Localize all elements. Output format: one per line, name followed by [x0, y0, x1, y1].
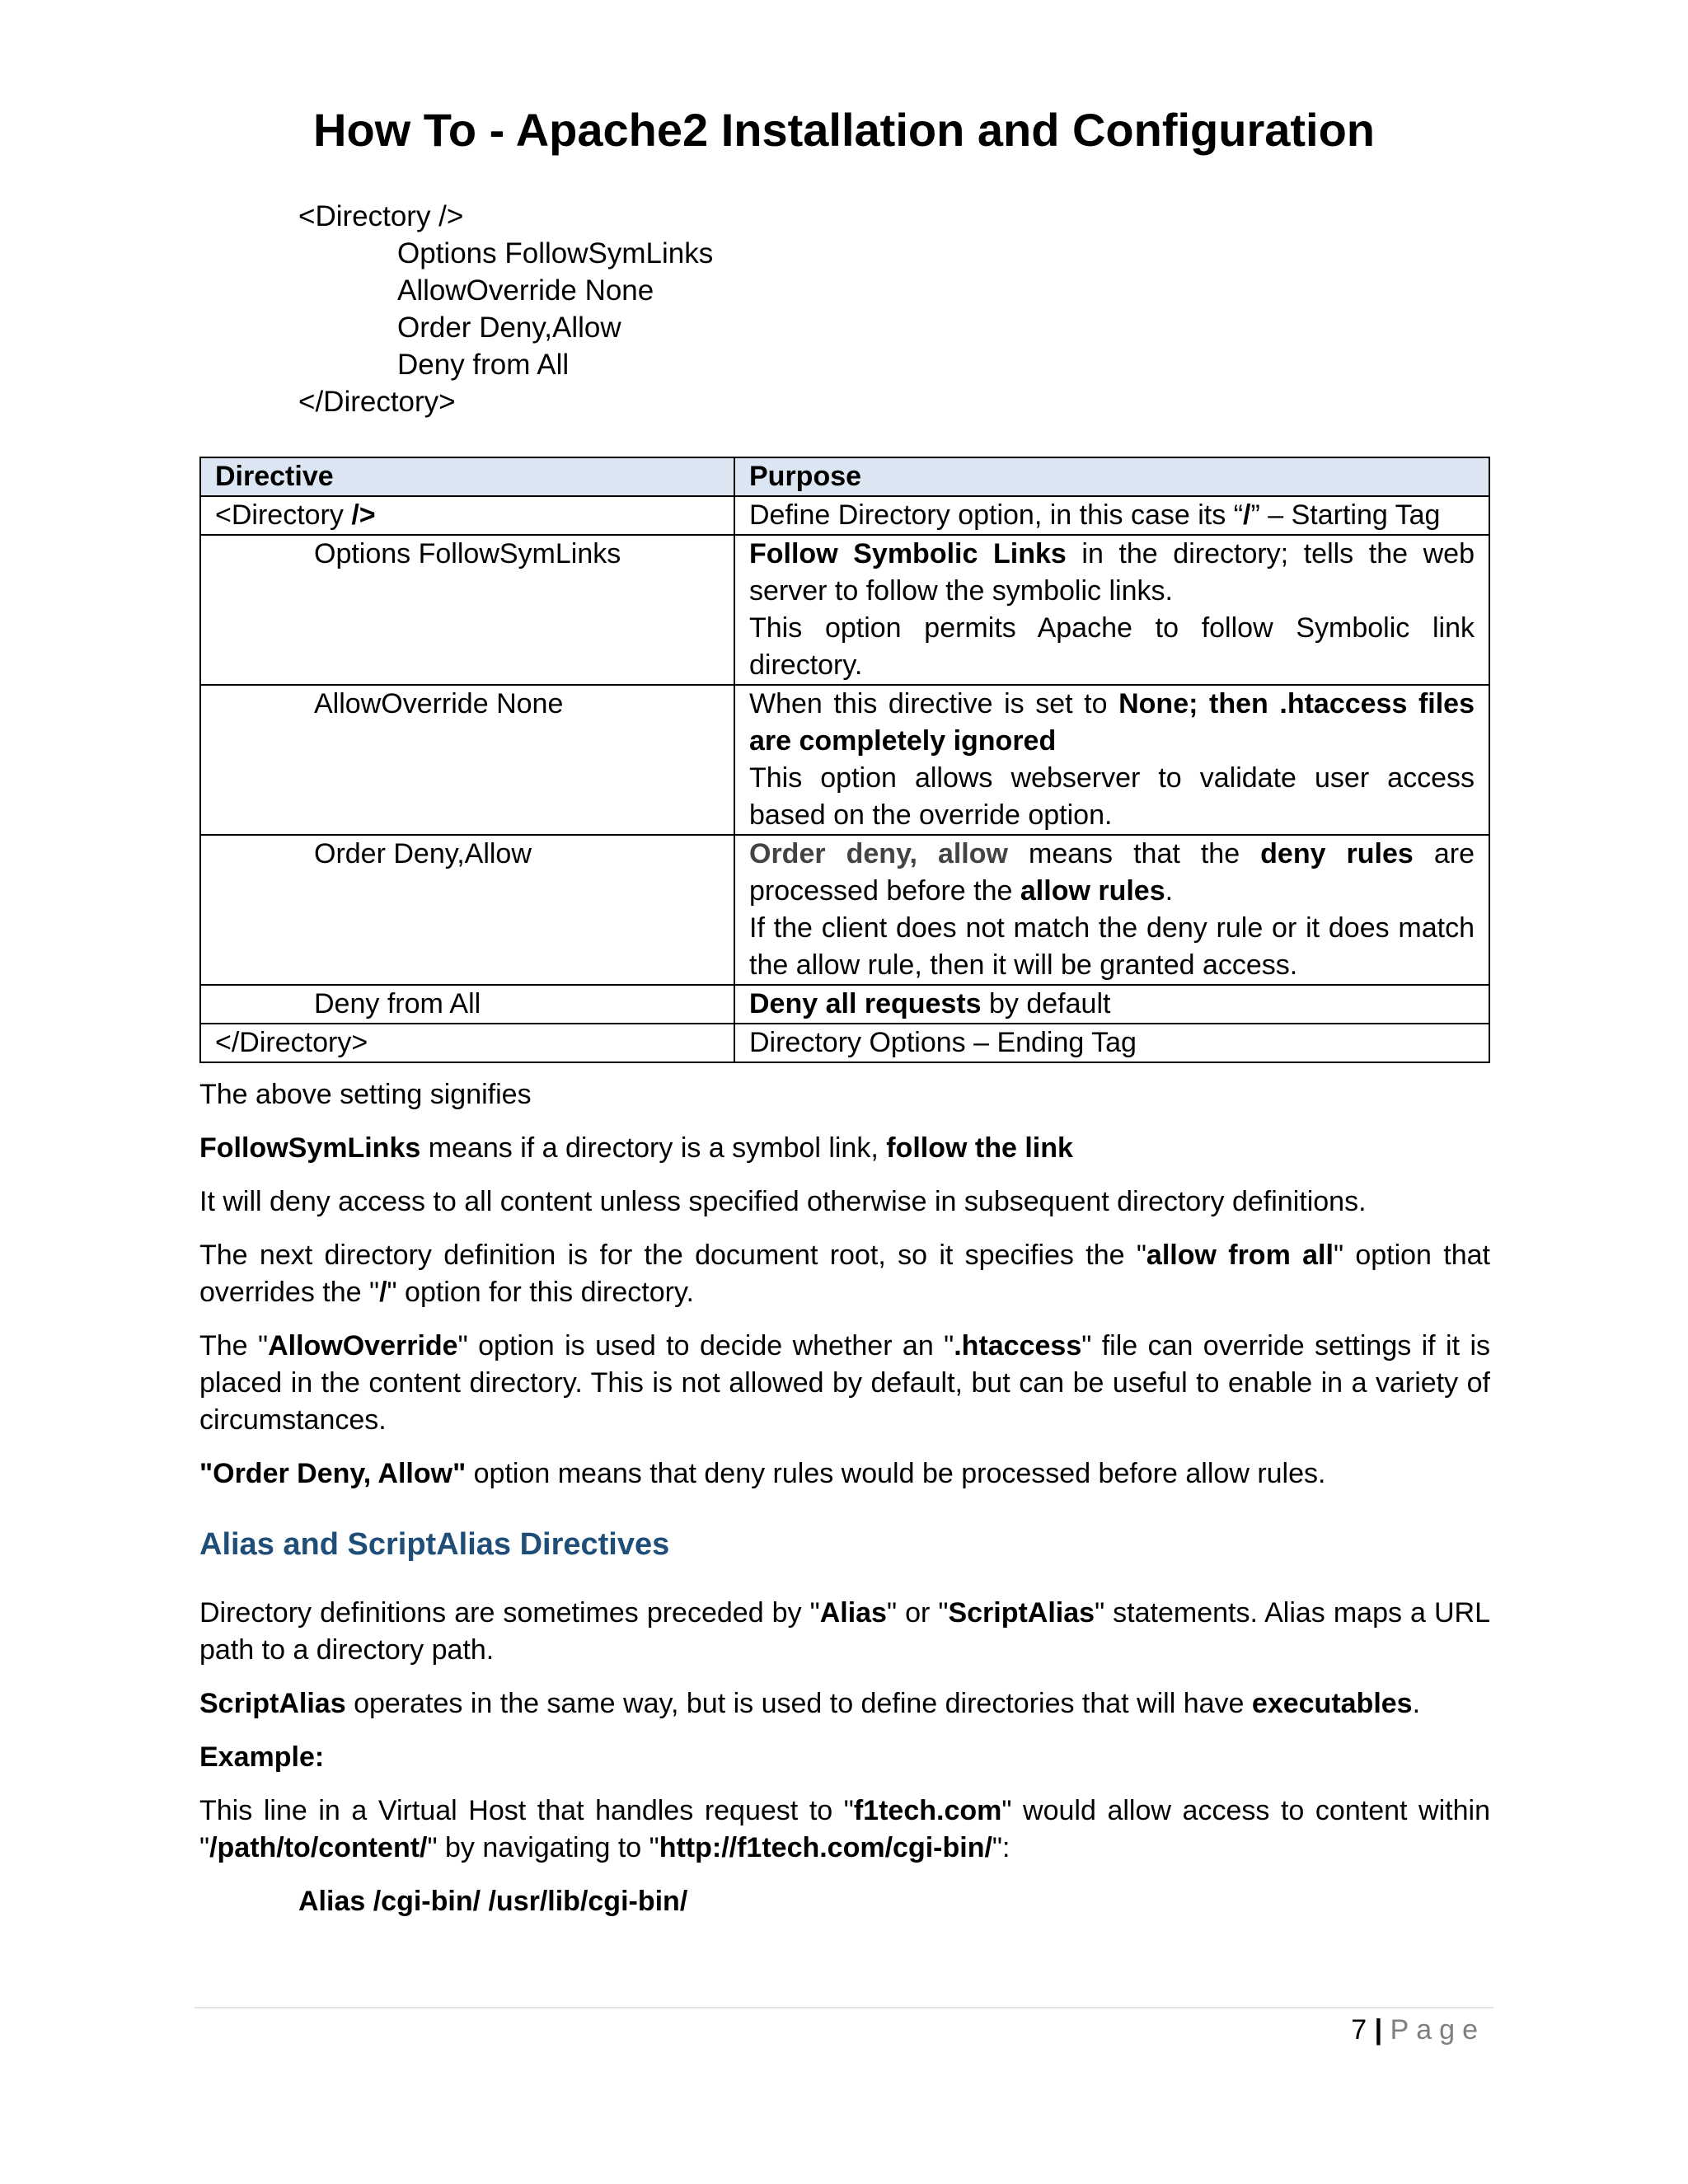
paragraph: The above setting signifies [199, 1079, 532, 1110]
body-content [199, 1076, 1490, 1920]
code-line: </Directory> [298, 386, 456, 418]
page-label: Page [1390, 2014, 1485, 2046]
example-code: Alias /cgi-bin/ /usr/lib/cgi-bin/ [298, 1886, 688, 1917]
purpose-cell: Order deny, allow means that the deny rules are processed before the allow rules. If the client does not match the deny rule or it does match the allow rule, then it will be granted access. [734, 835, 1489, 985]
table-row [200, 985, 1489, 1024]
page-number: 7 [1351, 2014, 1367, 2046]
header-purpose: Purpose [734, 457, 1489, 496]
code-line: Deny from All [397, 349, 570, 381]
table-row [200, 835, 1489, 985]
header-directive: Directive [200, 457, 734, 496]
paragraph: FollowSymLinks means if a directory is a symbol link, follow the link [199, 1132, 1073, 1164]
code-line: Options FollowSymLinks [397, 237, 714, 269]
table-row [200, 496, 1489, 535]
directive-cell: </Directory> [200, 1024, 734, 1062]
paragraph: ScriptAlias operates in the same way, but is used to define directories that will have executables. [199, 1688, 1421, 1719]
paragraph: It will deny access to all content unless specified otherwise in subsequent directory definitions. [199, 1186, 1367, 1217]
code-line: Order Deny,Allow [397, 312, 621, 344]
paragraph: This line in a Virtual Host that handles request to "f1tech.com" would allow access to content within "/path/to/content/" by navigating to "http://f1tech.com/cgi-bin/": [199, 1795, 1490, 1863]
section-heading: Alias and ScriptAlias Directives [199, 1527, 670, 1562]
table-row [200, 535, 1489, 685]
code-line: <Directory /> [298, 200, 464, 232]
directive-cell: <Directory /> [200, 496, 734, 535]
directive-cell: AllowOverride None [200, 685, 734, 835]
directive-cell: Order Deny,Allow [200, 835, 734, 985]
purpose-cell: When this directive is set to None; then .htaccess files are completely ignored This option allows webserver to validate user access based on the override option. [734, 685, 1489, 835]
purpose-cell: Define Directory option, in this case its “/” – Starting Tag [734, 496, 1489, 535]
purpose-cell: Follow Symbolic Links in the directory; tells the web server to follow the symbolic links. This option permits Apache to follow Symbolic link directory. [734, 535, 1489, 685]
page-title: How To - Apache2 Installation and Configuration [313, 104, 1375, 156]
purpose-cell: Directory Options – Ending Tag [734, 1024, 1489, 1062]
table-header-row [200, 457, 1489, 496]
page-footer [1351, 2012, 1485, 2049]
paragraph: "Order Deny, Allow" option means that deny rules would be processed before allow rules. [199, 1458, 1326, 1489]
directive-table [199, 457, 1490, 1063]
paragraph: The next directory definition is for the document root, so it specifies the "allow from all" option that overrides the "/" option for this directory. [199, 1240, 1491, 1308]
code-line: AllowOverride None [397, 274, 654, 307]
directory-code-block [298, 198, 713, 420]
directive-cell: Options FollowSymLinks [200, 535, 734, 685]
paragraph: Example: [199, 1741, 325, 1773]
table-row [200, 1024, 1489, 1062]
footer-separator: | [1374, 2014, 1383, 2046]
paragraph: Directory definitions are sometimes preceded by "Alias" or "ScriptAlias" statements. Alias maps a URL path to a directory path. [199, 1597, 1491, 1666]
purpose-cell: Deny all requests by default [734, 985, 1489, 1024]
paragraph: The "AllowOverride" option is used to decide whether an ".htaccess" file can override settings if it is placed in the content directory. This is not allowed by default, but can be useful to enable in a variety of circumstances. [199, 1330, 1490, 1436]
footer-divider [195, 2007, 1493, 2008]
table-row [200, 685, 1489, 835]
directive-cell: Deny from All [200, 985, 734, 1024]
